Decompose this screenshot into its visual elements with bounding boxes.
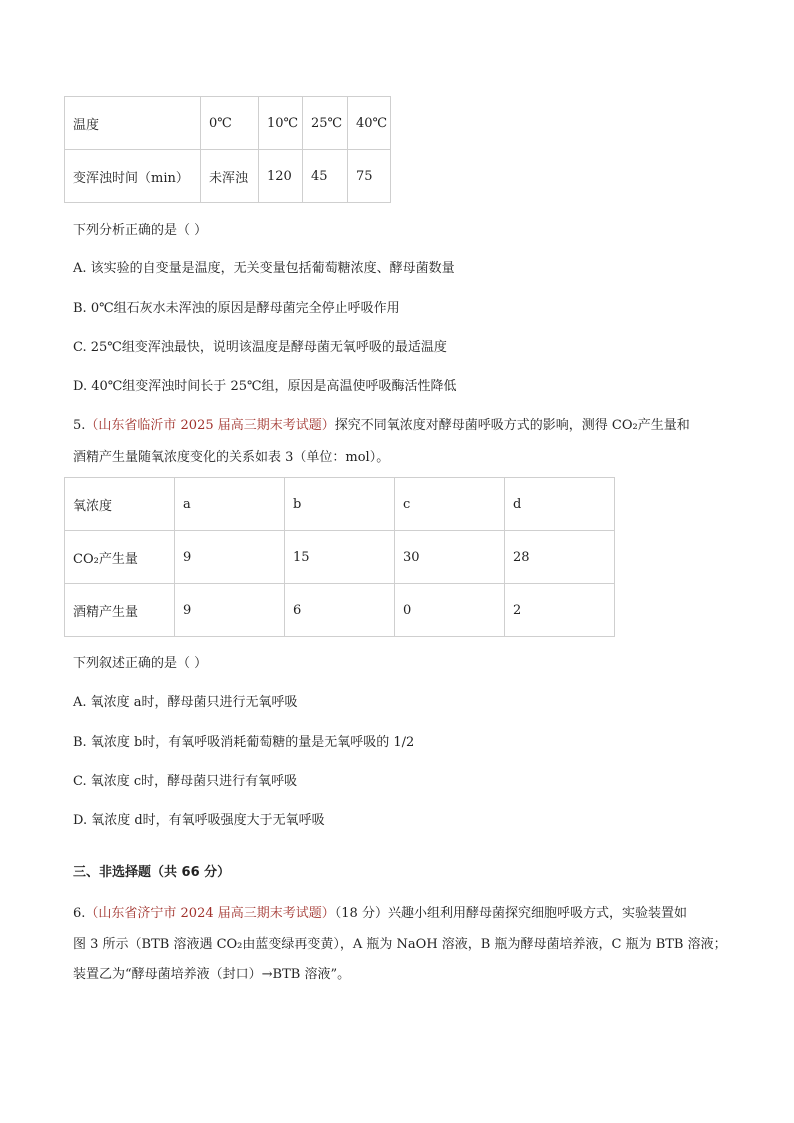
option-c: C. 25℃组变浑浊最快，说明该温度是酵母菌无氧呼吸的最适温度 <box>73 340 447 355</box>
table-cell: c <box>395 478 505 531</box>
table-cell: 变浑浊时间（min） <box>65 150 201 203</box>
table-cell: 6 <box>285 584 395 637</box>
option-d: D. 氧浓度 d时，有氧呼吸强度大于无氧呼吸 <box>73 813 325 828</box>
temperature-table <box>64 96 391 203</box>
question-stem: 下列叙述正确的是（ ） <box>73 656 208 671</box>
question-5-line-2: 酒精产生量随氧浓度变化的关系如表 3（单位：mol）。 <box>73 450 390 465</box>
option-a: A. 该实验的自变量是温度，无关变量包括葡萄糖浓度、酵母菌数量 <box>73 261 455 276</box>
option-b: B. 氧浓度 b时，有氧呼吸消耗葡萄糖的量是无氧呼吸的 1/2 <box>73 735 415 750</box>
oxygen-table <box>64 477 615 637</box>
table-row <box>65 150 391 203</box>
question-stem: 下列分析正确的是（ ） <box>73 223 208 238</box>
option-d: D. 40℃组变浑浊时间长于 25℃组，原因是高温使呼吸酶活性降低 <box>73 379 457 394</box>
table-cell: 28 <box>505 531 615 584</box>
table-cell: 0 <box>395 584 505 637</box>
table-cell: b <box>285 478 395 531</box>
question-source: （山东省临沂市 2025 届高三期末考试题） <box>85 418 335 433</box>
table-cell: 0℃ <box>201 97 259 150</box>
table-cell: 2 <box>505 584 615 637</box>
question-6-line-2: 图 3 所示（BTB 溶液遇 CO₂由蓝变绿再变黄），A 瓶为 NaOH 溶液，B 瓶为酵母菌培养液，C 瓶为 BTB 溶液； <box>73 937 727 952</box>
option-a: A. 氧浓度 a时，酵母菌只进行无氧呼吸 <box>73 695 298 710</box>
table-cell: a <box>175 478 285 531</box>
table-cell: 45 <box>303 150 348 203</box>
table-row <box>65 478 615 531</box>
table-cell: 30 <box>395 531 505 584</box>
table-cell: CO₂产生量 <box>65 531 175 584</box>
question-number: 6. <box>73 906 86 921</box>
section-title: 三、非选择题（共 66 分） <box>73 865 231 880</box>
table-cell: 9 <box>175 584 285 637</box>
table-cell: 氧浓度 <box>65 478 175 531</box>
question-6-line-1 <box>73 902 687 921</box>
table-cell: 10℃ <box>259 97 303 150</box>
table-cell: 15 <box>285 531 395 584</box>
table-cell: 未浑浊 <box>201 150 259 203</box>
question-number: 5. <box>73 418 86 433</box>
table-cell: 9 <box>175 531 285 584</box>
table-cell: 40℃ <box>348 97 391 150</box>
table-cell: d <box>505 478 615 531</box>
option-c: C. 氧浓度 c时，酵母菌只进行有氧呼吸 <box>73 774 298 789</box>
table-row <box>65 584 615 637</box>
table-cell: 酒精产生量 <box>65 584 175 637</box>
table-row <box>65 97 391 150</box>
question-6-line-3: 装置乙为“酵母菌培养液（封口）→BTB 溶液”。 <box>73 967 351 982</box>
question-text: 探究不同氧浓度对酵母菌呼吸方式的影响，测得 CO₂产生量和 <box>334 418 690 433</box>
question-text: （18 分）兴趣小组利用酵母菌探究细胞呼吸方式，实验装置如 <box>334 906 687 921</box>
table-cell: 25℃ <box>303 97 348 150</box>
question-5-line-1 <box>73 414 690 433</box>
table-cell: 75 <box>348 150 391 203</box>
table-row <box>65 531 615 584</box>
table-cell: 120 <box>259 150 303 203</box>
table-cell: 温度 <box>65 97 201 150</box>
question-source: （山东省济宁市 2024 届高三期末考试题） <box>85 906 335 921</box>
option-b: B. 0℃组石灰水未浑浊的原因是酵母菌完全停止呼吸作用 <box>73 301 400 316</box>
